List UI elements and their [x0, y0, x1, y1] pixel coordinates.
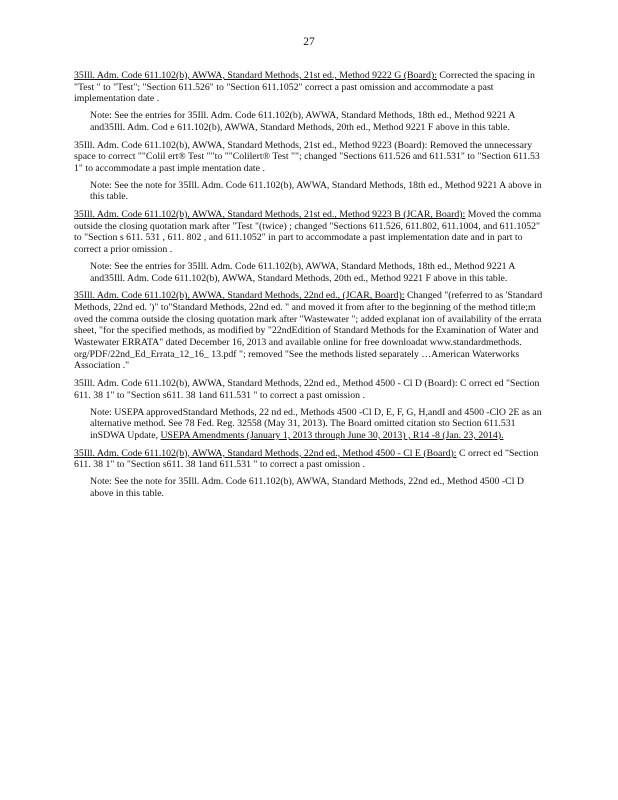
entry-note: Note: See the entries for 35Ill. Adm. Code 611.102(b), AWWA, Standard Methods, 18th ed., Method 9221 A and35Ill. Adm. Code 611.102(b), AWWA, Standard Methods, 20th ed., Method 9221 F above in this table. — [90, 260, 515, 284]
entry-note: Note: See the entries for 35Ill. Adm. Code 611.102(b), AWWA, Standard Methods, 18th ed., Method 9221 A and35Ill. Adm. Cod e 611.102(b), AWWA, Standard Methods, 20th ed., Method 9221 F above in this table. — [90, 110, 515, 133]
entry-description: Moved the comma outside the closing quotation mark after "Test "(twice) ; changed "Sections 611.526, 611.802, 611.1004, and 611.1052" to "Section s 611. 531 , 611. 802 , and 611.1052" in part to accommodate a past implementation date and in part to correct a prior omission . — [74, 209, 542, 256]
entry-9222g — [74, 70, 544, 134]
entry-heading: 35Ill. Adm. Code 611.102(b), AWWA, Standard Methods, 22nd ed., Method 4500 - Cl E (Board): — [74, 447, 457, 459]
entry-note-citation: USEPA Amendments (January 1, 2013 through June 30, 2013) , R14 -8 (Jan. 23, 2014). — [160, 429, 504, 441]
entry-9223b — [74, 209, 544, 284]
entry-4500-cl-e — [74, 448, 544, 500]
page-number: 27 — [303, 36, 315, 48]
entry-description: C orrect ed "Section 611. 38 1" to "Section s611. 38 1and 611.531 " to correct a past omission . — [74, 378, 540, 401]
entry-note: Note: See the note for 35Ill. Adm. Code 611.102(b), AWWA, Standard Methods, 18th ed., Method 9221 A above in this table. — [90, 179, 542, 203]
entry-description: Removed the unnecessary space to correct ""Colil ert® Test ""to ""Colilert® Test ""; changed "Sections 611.526 and 611.531" to "Section 611.53 1" to accommodate a past imple mentation date . — [74, 139, 540, 174]
entry-note-text: Note: USEPA approvedStandard Methods, 22 nd ed., Methods 4500 -Cl D, E, F, G, H,andI and 4500 -ClO 2E as an alternative method. See 78 Fed. Reg. 32558 (May 31, 2013). The Board omitted citation sto Section 611.531 inSDWA Update, — [90, 406, 542, 441]
entry-note — [90, 407, 544, 442]
errata-table-body — [74, 70, 544, 506]
entry-22nd-ed — [74, 290, 544, 372]
entry-heading: 35Ill. Adm. Code 611.102(b), AWWA, Standard Methods, 21st ed., Method 9223 (Board): — [74, 139, 428, 151]
entry-note: Note: See the note for 35Ill. Adm. Code 611.102(b), AWWA, Standard Methods, 22nd ed., Method 4500 -Cl D above in this table. — [90, 476, 524, 499]
entry-heading: 35Ill. Adm. Code 611.102(b), AWWA, Standard Methods, 21st ed., Method 9222 G (Board): — [74, 70, 437, 81]
entry-heading: 35Ill. Adm. Code 611.102(b), AWWA, Standard Methods, 22nd ed., Method 4500 - Cl D (Board): — [74, 378, 458, 390]
entry-9223 — [74, 140, 544, 204]
entry-4500-cl-d — [74, 378, 544, 442]
entry-description: Changed "(referred to as 'Standard Methods, 22nd ed. ')" to"Standard Methods, 22nd ed. " and moved it from after to the beginning of the method title;m oved the comma outside the closing quotation mark after "Wastewater "; added explanat ion of availability of the errata sheet, "for the specified methods, as modified by "22ndEdition of Standard Methods for the Examination of Water and Wastewater ERRATA" dated December 16, 2013 and available online for free downloadat www.standardmethods. org/PDF/22nd_Ed_Errata_12_16_ 13.pdf "; removed "See the methods listed separately …American Waterworks Association ." — [74, 290, 543, 372]
entry-heading: 35Ill. Adm. Code 611.102(b), AWWA, Standard Methods, 21st ed., Method 9223 B (JCAR, Board): — [74, 209, 466, 221]
entry-description: Corrected the spacing in "Test " to "Test"; "Section 611.526" to "Section 611.1052" correct a past omission and accommodate a past implementation date . — [74, 70, 535, 105]
entry-description: C orrect ed "Section 611. 38 1" to "Section s611. 38 1and 611.531 " to correct a past omission . — [74, 447, 539, 471]
entry-heading: 35Ill. Adm. Code 611.102(b), AWWA, Standard Methods, 22nd ed., (JCAR, Board): — [74, 290, 405, 302]
